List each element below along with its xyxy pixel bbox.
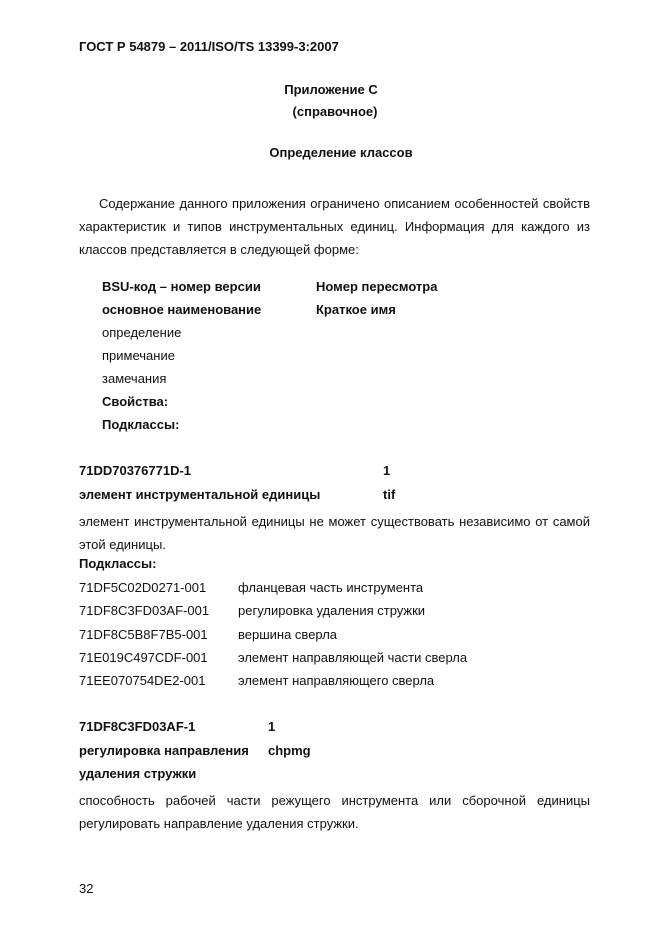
form-name-label: основное наименование xyxy=(102,302,262,317)
form-revision-label: Номер пересмотра xyxy=(316,279,438,294)
class2-name-line2: удаления стружки xyxy=(79,766,197,781)
subclass-code: 71DF8C5B8F7B5-001 xyxy=(79,627,208,642)
class1-short: tif xyxy=(383,487,396,502)
subclass-code: 71EE070754DE2-001 xyxy=(79,673,206,688)
appendix-heading: Определение классов xyxy=(269,145,413,160)
subclass-name: регулировка удаления стружки xyxy=(238,603,426,618)
form-properties: Свойства: xyxy=(102,394,169,409)
class1-definition: элемент инструментальной единицы не может существовать независимо от самой этой единицы. xyxy=(79,514,590,552)
appendix-title: Приложение С xyxy=(284,82,378,97)
class2-name-line1: регулировка направления xyxy=(79,743,249,758)
appendix-type: (справочное) xyxy=(292,104,378,119)
intro-paragraph: Содержание данного приложения ограничено описанием особенностей свойств характеристик и типов инструментальных единиц. Информация для каждого из классов представляется в следующей форме: xyxy=(79,196,590,257)
form-subclasses: Подклассы: xyxy=(102,417,180,432)
document-header: ГОСТ Р 54879 – 2011/ISO/TS 13399-3:2007 xyxy=(79,39,339,54)
class2-code: 71DF8C3FD03AF-1 xyxy=(79,719,196,734)
page-number: 32 xyxy=(79,881,94,896)
subclass-code: 71DF5C02D0271-001 xyxy=(79,580,207,595)
class1-name: элемент инструментальной единицы xyxy=(79,487,321,502)
subclass-name: фланцевая часть инструмента xyxy=(238,580,424,595)
form-short-name-label: Краткое имя xyxy=(316,302,396,317)
form-definition: определение xyxy=(102,325,182,340)
class1-code: 71DD70376771D-1 xyxy=(79,463,192,478)
subclass-code: 71E019C497CDF-001 xyxy=(79,650,208,665)
form-bsu-label: BSU-код – номер версии xyxy=(102,279,261,294)
subclass-name: элемент направляющей части сверла xyxy=(238,650,468,665)
class2-revision: 1 xyxy=(268,719,276,734)
class2-short: chpmg xyxy=(268,743,311,758)
form-note: примечание xyxy=(102,348,175,363)
subclass-name: вершина сверла xyxy=(238,627,338,642)
class2-definition: способность рабочей части режущего инструмента или сборочной единицы регулировать направление удаления стружки. xyxy=(79,793,590,831)
form-remarks: замечания xyxy=(102,371,167,386)
class1-revision: 1 xyxy=(383,463,391,478)
subclass-name: элемент направляющего сверла xyxy=(238,673,435,688)
subclass-code: 71DF8C3FD03AF-001 xyxy=(79,603,210,618)
class1-subclasses-label: Подклассы: xyxy=(79,556,157,571)
